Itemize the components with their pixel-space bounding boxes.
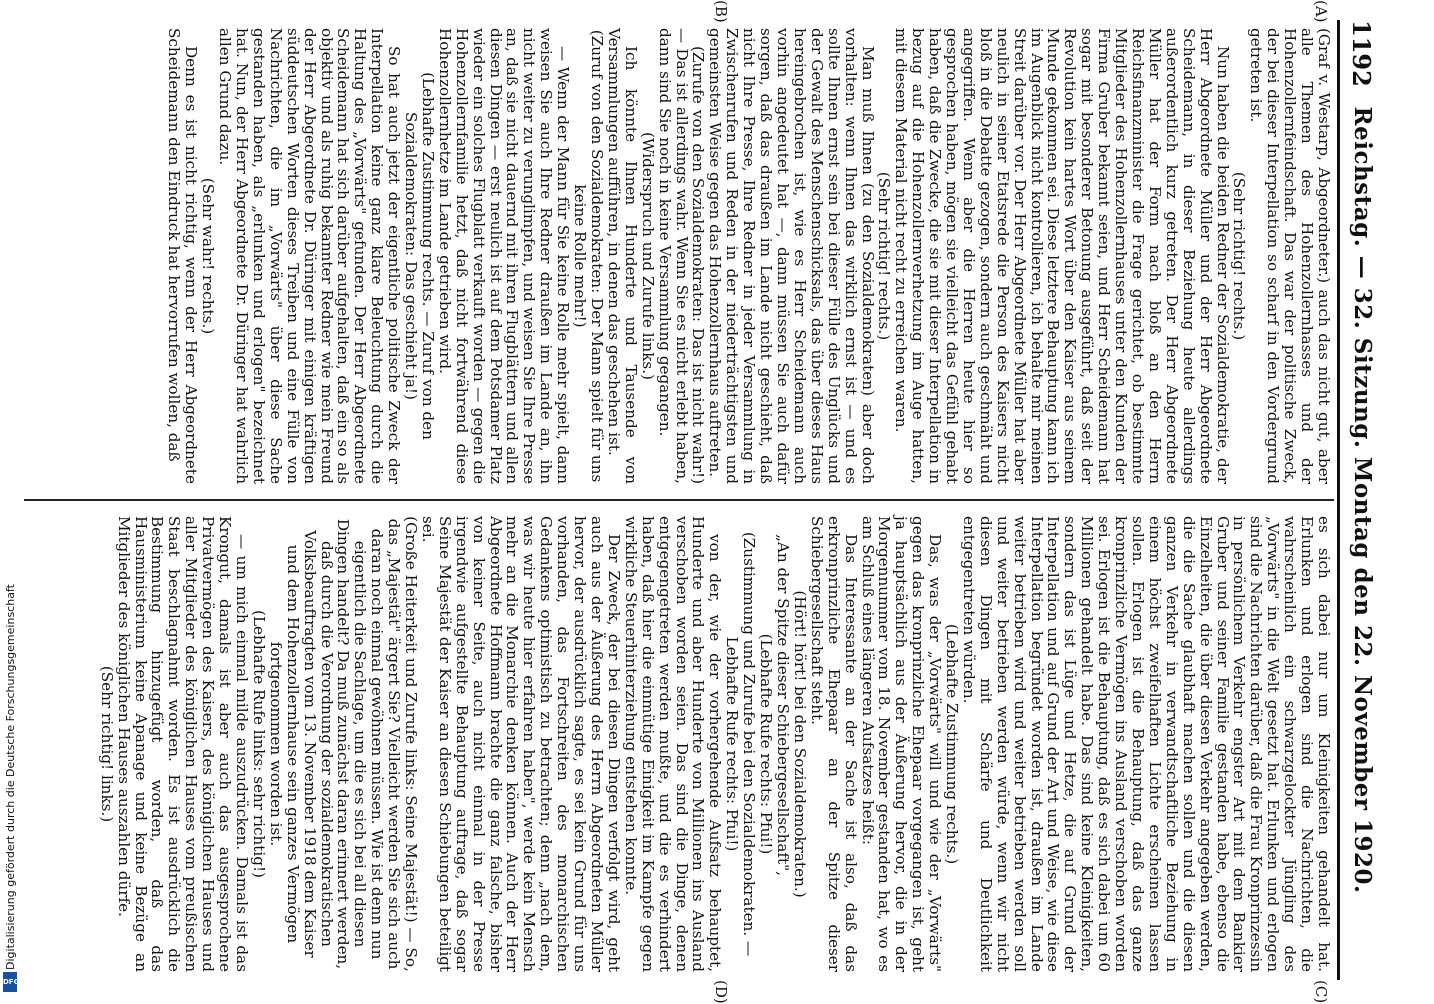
margin-mark-b: (B) xyxy=(712,0,730,23)
interjection: (Zuruf von den Sozialdemokraten: Der Mann spielt für uns keine Rolle mehr!) xyxy=(571,29,607,483)
margin-mark-c: (C) xyxy=(1312,980,1330,1004)
interjection: (Hört! hört! bei den Sozialdemokraten.) xyxy=(790,590,809,898)
interjection: (Lebhafte Zustimmung rechts. — Zuruf von den Sozialdemokraten: Das geschieht ja!) xyxy=(402,72,437,440)
paragraph: Denn es ist nicht richtig, wenn der Herr Abgeordnete Scheidemann den Eindruck hat hervorrufen wollen, daß xyxy=(165,28,201,484)
interjection: (Lebhafte Rufe links: sehr richtig!) xyxy=(249,610,268,878)
paragraph: „An der Spitze dieser Schiebergesellschaft", xyxy=(774,534,792,876)
left-column xyxy=(165,28,1332,484)
paragraph: — um mich einmal milde auszudrücken. Damals ist das Krongut, damals ist aber auch das ausgesprochene Privatvermögen des Kaisers, des königlichen Hauses und aller Mitglieder des königlichen Hauses vom preußischen Staat beschlagnahmt worden. Es ist ausdrücklich die Bestimmung hinzugefügt worden, daß das Hausministerium keine Apanage und keine Bezüge an Mitglieder des königlichen Hauses auszahlen dürfe. xyxy=(114,516,251,972)
interjection: (Lebhafte Zustimmung rechts.) xyxy=(943,623,962,865)
paragraph: Man muß Ihnen (zu den Sozialdemokraten) aber doch vorhalten: wenn Ihnen das wirklich ernst ist — und es sollte Ihnen ernst sein bei dieser Fülle des Unglücks und der Gewalt des Menschenschicksals, das über dieses Haus hereingebrochen ist, wie es Herr Scheidemann auch vorhin angedeutet hat —, dann müssen Sie auch dafür sorgen, daß das draußen im Lande nicht geschieht, daß nicht Ihre Presse, Ihre Redner in jeder Versammlung in Zwischenrufen und Reden in der niederträchtigsten und gemeinsten Weise gegen das Hohenzollernhaus auftreten. xyxy=(706,28,877,484)
interjection: (Sehr richtig! rechts.) xyxy=(875,171,894,341)
margin-mark-d: (D) xyxy=(712,980,730,1004)
digitization-credit-text: Digitalisierung gefördert durch die Deutsche Forschungsgemeinschaft xyxy=(4,584,17,970)
paragraph: So hat auch jetzt der eigentliche politische Zweck der Interpellation keine ganz klare Beleuchtung durch die Haltung des „Vorwärts" gefunden. Der Herr Abgeordnete Scheidemann hat sich darüber aufgehalten, daß ein so als objektiv und als ruhig bekannter Redner wie mein Freund der Herr Abgeordnete Dr. Düringer mit einigen kräftigen süddeutschen Worten dieses Treiben und eine Fülle von Nachrichten, die im „Vorwärts" über diese Sache gestanden haben, als „erlunken und erlogen" bezeichnet hat. Nun, der Herr Abgeordnete Dr. Düringer hat wahrlich allen Grund dazu. xyxy=(216,28,404,484)
right-column xyxy=(98,516,1332,972)
paragraph: Nun haben die beiden Redner der Sozialdemokratie, der Herr Abgeordnete Müller und der Herr Abgeordnete Scheidemann, in dieser Beziehung heute allerdings außerordentlich kurz getreten. Der Herr Abgeordnete Müller hat der Form nach bloß an den Herrn Reichsfinanzminister die Frage gerichtet, ob bestimmte Mitglieder des Hohenzollernhauses unter den Kunden der Firma Gruber bekannt seien, und Herr Scheidemann hat sogar mit besonderer Betonung ausgeführt, daß seit der Revolution kein hartes Wort über den Kaiser aus seinem Munde gekommen sei. Diese letztere Behauptung kann ich im Augenblick nicht kontrollieren, ich behalte mir meinen Streit darüber vor. Der Herr Abgeordnete Müller hat aber neulich in seiner Etatsrede die Person des Kaisers nicht bloß in die Debatte gezogen, sondern auch geschmäht und angegriffen. Wenn aber die Herren heute hier so gesprochen haben, mögen sie vielleicht das Gefühl gehabt haben, daß die Zwecke, die sie mit dieser Interpellation in bezug auf die Hohenzollernverhetzung im Auge hatten, mit diesem Material nicht recht zu erreichen waren. xyxy=(892,28,1232,484)
interjection: (Große Heiterkeit und Zurufe links: Seine Majestät!) — So, das „Majestät" ärgert Sie? Vielleicht werden Sie sich auch daran noch einmal gewöhnen müssen. Wie ist denn nun eigentlich die Sachlage, um die es sich bei all diesen Dingen handelt? Da muß zunächst daran erinnert werden, daß durch die Verordnung der sozialdemokratischen Volksbeauftragten vom 13. November 1918 dem Kaiser und dem Hohenzollernhause sein ganzes Vermögen fortgenommen worden ist. xyxy=(266,516,421,972)
dfg-logo-icon: DFG xyxy=(3,972,17,992)
interjection: (Sehr richtig! links.) xyxy=(97,665,116,823)
paragraph: (Graf v. Westarp, Abgeordneter.) auch das nicht gut, aber alle Themen des Hohenzollernhasses und der Hohenzollernfeindschaft. Das war der politische Zweck, der bei dieser Interpellation so scharf in den Vordergrund getreten ist. xyxy=(1247,28,1333,484)
interjection: (Lebhafte Rufe rechts: Pfui!) xyxy=(757,633,776,855)
interjection: (Zustimmung und Zurufe bei den Sozialdemokraten. — Lebhafte Rufe rechts: Pfui!) xyxy=(723,531,759,957)
interjection: (Sehr wahr! rechts.) xyxy=(199,177,218,335)
running-head: Reichstag. — 32. Sitzung. Montag den 22. November 1920. xyxy=(1349,106,1376,894)
document-page xyxy=(10,0,1390,1004)
interjection: (Sehr richtig! rechts.) xyxy=(1230,171,1249,341)
header-rule xyxy=(1337,20,1340,980)
interjection: (Widerspruch und Zurufe links.) xyxy=(638,132,657,380)
paragraph: es sich dabei nur um Kleinigkeiten gehandelt hat. Erlunken und erlogen sind die Nachrichten, die wahrscheinlich ein schwarzgelockter Jüngling des „Vorwärts" in die Welt gesetzt hat. Erlunken und erlogen sind die Nachrichten darüber, daß die Frau Kronprinzessin in persönlichem Verkehr engster Art mit dem Bankier Gruber und seiner Familie gestanden habe, ebenso die Einzelheiten, die über diesen Verkehr angegeben werden, die die Sache glaubhaft machen sollen und die diesen ganzen Verkehr in verwandtschaftliche Beziehung in einem höchst zweifelhaften Lichte erscheinen lassen sollen. Erlogen ist die Behauptung, daß das ganze kronprinzliche Vermögen ins Ausland verschoben worden sei. Erlogen ist die Behauptung, daß es sich dabei um 60 Millionen gehandelt habe. Das sind keine Kleinigkeiten, sondern das ist Lüge und Hetze, die auf Grund der Interpellation und auf Grund der Art und Weise, wie diese Interpellation begründet worden ist, draußen im Lande weiter betrieben wird und weiter betrieben werden soll und weiter betrieben werden würde, wenn wir nicht diesen Dingen mit Schärfe und Deutlichkeit entgegentreten würden. xyxy=(959,516,1333,972)
paragraph: von der, wie der vorhergehende Aufsatz behauptet, Hunderte und aber Hunderte von Millionen ins Ausland verschoben worden seien. Das sind die Dinge, denen entgegengetreten werden mußte, und die es verhindert haben, daß hier die einmütige Einigkeit im Kampfe gegen wirkliche Steuerhinterziehung entstehen konnte. xyxy=(621,516,725,972)
page-header xyxy=(1338,20,1382,980)
quotation: Das Interessante an der Sache ist also, daß das erkronprinzliche Ehepaar an der Spitze dieser Schiebergesellschaft steht. xyxy=(807,516,860,972)
margin-mark-a: (A) xyxy=(1312,0,1330,23)
paragraph: (Zurufe von den Sozialdemokraten: Das ist nicht wahr!) — Das ist allerdings wahr. Wenn Sie es nicht erlebt haben, dann sind Sie noch in keine Versammlung gegangen. xyxy=(655,28,708,484)
paragraph: Der Zweck, der bei diesen Dingen verfolgt wird, geht auch aus der Äußerung des Herrn Abgeordneten Müller hervor, der ausdrücklich sagte, es sei kein Grund für uns vorhanden, das Fortschreiten des monarchischen Gedankens optimistisch zu betrachten; denn „nach dem, was wir heute hier erfahren haben", werde kein Mensch mehr an die Monarchie denken können. Auch der Herr Abgeordnete Hoffmann brachte die ganz falsche, bisher von keiner Seite, auch nicht einmal in der Presse irgendwie aufgestellte Behauptung auftrage, daß sogar Seine Majestät der Kaiser an diesen Schiebungen beteiligt sei. xyxy=(418,516,623,972)
paragraph: — Wenn der Mann für Sie keine Rolle mehr spielt, dann weisen Sie auch Ihre Redner draußen im Lande an, ihn nicht weiter zu verunglimpfen, und weisen Sie Ihre Presse an, daß sie nicht dauernd mit ihren Flugblättern und allen diesen Dingen — erst neulich ist auf dem Potsdamer Platz wieder ein solches Flugblatt verkauft worden — gegen die Hohenzollernfamilie hetzt, daß nicht fortwährend diese Hohenzollernhetze im Lande getrieben wird. xyxy=(435,28,573,484)
page-number: 1192 xyxy=(1347,20,1376,87)
digitization-credit xyxy=(4,584,18,990)
paragraph: Ich könnte Ihnen Hunderte und Tausende von Versammlungen aufführen, in denen das geschehen ist. xyxy=(604,28,640,484)
paragraph: Das, was der „Vorwärts" will und wie der „Vorwärts" gegen das kronprinzliche Ehepaar vorgegangen ist, geht ja hauptsächlich aus der Äußerung hervor, die in der Morgennummer vom 18. November gestanden hat, wo es am Schluß eines längeren Aufsatzes heißt: xyxy=(858,516,945,972)
column-divider xyxy=(24,499,1334,501)
